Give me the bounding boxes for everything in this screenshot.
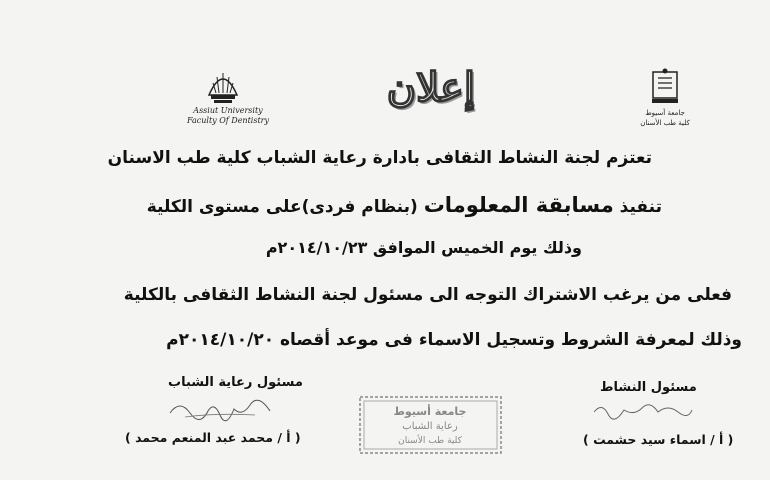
university-name-en bbox=[178, 106, 278, 126]
body-line-2-prefix: تنفيذ bbox=[619, 197, 662, 217]
university-ar-line1: جامعة أسيوط bbox=[645, 109, 685, 117]
body-line-5: وذلك لمعرفة الشروط وتسجيل الاسماء فى موعد أقصاه ٢٠١٤/١٠/٢٠م bbox=[166, 330, 742, 350]
body-line-2 bbox=[147, 193, 662, 217]
left-signature-scribble bbox=[165, 395, 285, 423]
youth-welfare-officer-title: مسئول رعاية الشباب bbox=[168, 375, 303, 390]
stamp-line-3: كلية طب الأسنان bbox=[398, 436, 462, 446]
activity-officer-title: مسئول النشاط bbox=[600, 380, 697, 395]
competition-name: مسابقة المعلومات bbox=[423, 193, 614, 217]
body-line-4: فعلى من يرغب الاشتراك التوجه الى مسئول لجنة النشاط الثقافى بالكلية bbox=[123, 285, 732, 305]
university-ar-line2: كلية طب الأسنان bbox=[640, 119, 690, 127]
faculty-emblem-icon bbox=[650, 68, 680, 106]
right-signature-scribble bbox=[590, 398, 700, 422]
body-line-3: وذلك يوم الخميس الموافق ٢٠١٤/١٠/٢٣م bbox=[265, 238, 582, 257]
body-line-2-suffix: (بنظام فردى)على مستوى الكلية bbox=[146, 197, 418, 217]
body-line-1: تعتزم لجنة النشاط الثقافى بادارة رعاية الشباب كلية طب الاسنان bbox=[107, 148, 652, 168]
university-en-line2: Faculty Of Dentistry bbox=[186, 116, 270, 125]
stamp-line-1: جامعة أسيوط bbox=[393, 405, 467, 418]
youth-welfare-officer-name: ( أ / محمد عبد المنعم محمد ) bbox=[125, 430, 301, 445]
official-stamp bbox=[358, 395, 503, 455]
university-en-line1: Assiut University bbox=[193, 106, 263, 115]
stamp-line-2: رعاية الشباب bbox=[402, 421, 458, 432]
announcement-headline: إعلان bbox=[386, 64, 475, 111]
university-emblem-icon bbox=[205, 65, 241, 105]
activity-officer-name: ( أ / اسماء سيد حشمت ) bbox=[583, 432, 734, 447]
university-name-ar bbox=[620, 108, 710, 128]
